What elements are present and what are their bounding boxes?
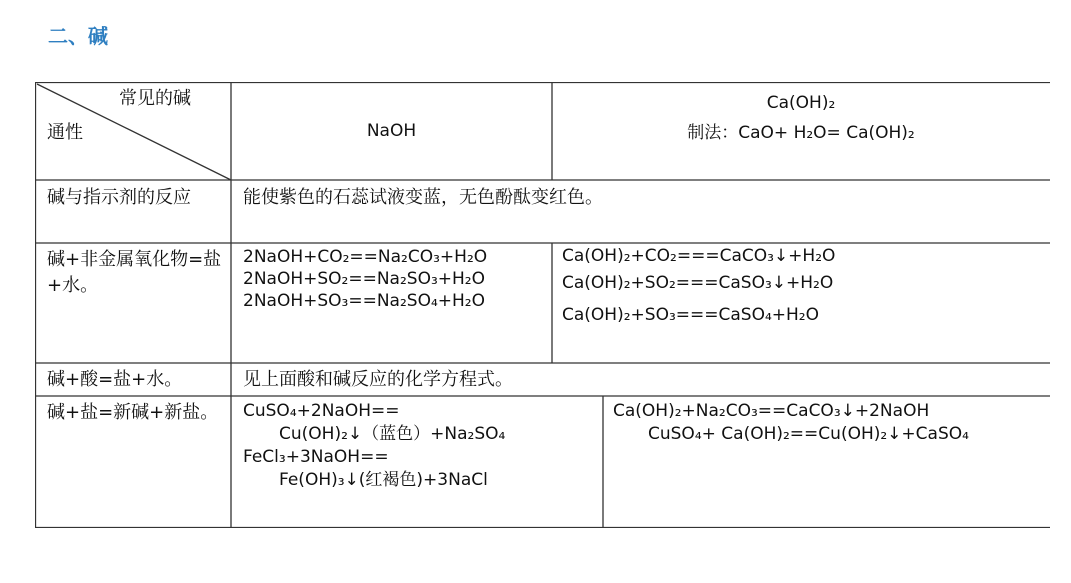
row-label-salt: 碱+盐=新碱+新盐。 xyxy=(47,402,219,423)
row-label-indicator: 碱与指示剂的反应 xyxy=(47,187,191,208)
naoh-salt-equation: FeCl₃+3NaOH== xyxy=(243,447,389,467)
caoh2-oxide-equation: Ca(OH)₂+SO₃===CaSO₄+H₂O xyxy=(562,305,819,325)
diagonal-header-top: 常见的碱 xyxy=(119,88,191,109)
naoh-salt-equation: Cu(OH)₂↓（蓝色）+Na₂SO₄ xyxy=(279,424,506,444)
acid-reaction-text: 见上面酸和碱反应的化学方程式。 xyxy=(243,369,513,390)
column-header-naoh: NaOH xyxy=(366,121,417,141)
section-heading: 二、碱 xyxy=(48,24,108,48)
caoh2-oxide-equation: Ca(OH)₂+SO₂===CaSO₃↓+H₂O xyxy=(562,273,834,293)
row-label-acid: 碱+酸=盐+水。 xyxy=(47,369,183,390)
alkali-properties-table xyxy=(35,82,1050,528)
caoh2-preparation-note: 制法：CaO+ H₂O= Ca(OH)₂ xyxy=(687,123,915,143)
diagonal-header-bottom: 通性 xyxy=(47,122,83,143)
caoh2-oxide-equation: Ca(OH)₂+CO₂===CaCO₃↓+H₂O xyxy=(562,246,836,266)
naoh-oxide-equation: 2NaOH+SO₂==Na₂SO₃+H₂O xyxy=(243,269,485,289)
row-label-nonmetal-oxide: 碱+非金属氧化物=盐+水。 xyxy=(47,249,222,296)
naoh-salt-equation: Fe(OH)₃↓(红褐色)+3NaCl xyxy=(279,470,488,490)
indicator-reaction-text: 能使紫色的石蕊试液变蓝，无色酚酞变红色。 xyxy=(243,187,603,208)
caoh2-salt-equation: Ca(OH)₂+Na₂CO₃==CaCO₃↓+2NaOH xyxy=(613,401,930,421)
naoh-oxide-equation: 2NaOH+SO₃==Na₂SO₄+H₂O xyxy=(243,291,485,311)
column-header-caoh2: Ca(OH)₂ xyxy=(766,93,836,113)
naoh-salt-equation: CuSO₄+2NaOH== xyxy=(243,401,400,421)
caoh2-salt-equation: CuSO₄+ Ca(OH)₂==Cu(OH)₂↓+CaSO₄ xyxy=(648,424,969,444)
table-grid-lines xyxy=(35,82,1050,528)
naoh-oxide-equation: 2NaOH+CO₂==Na₂CO₃+H₂O xyxy=(243,247,488,267)
